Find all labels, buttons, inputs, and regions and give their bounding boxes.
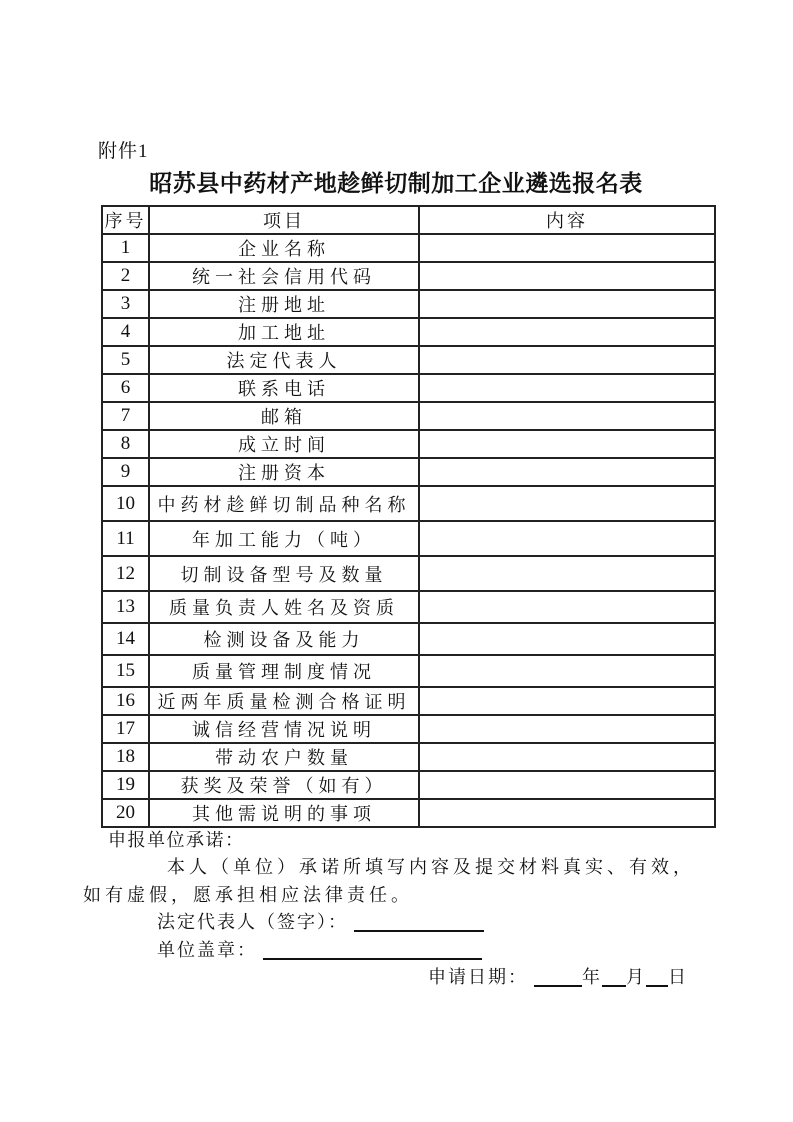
row-item-label: 邮箱	[149, 402, 419, 430]
row-content-field[interactable]	[419, 655, 715, 687]
row-content-field[interactable]	[419, 374, 715, 402]
row-content-field[interactable]	[419, 591, 715, 623]
row-index: 2	[102, 262, 149, 290]
row-content-field[interactable]	[419, 290, 715, 318]
row-item-label: 质量管理制度情况	[149, 655, 419, 687]
row-index: 17	[102, 715, 149, 743]
page-title: 昭苏县中药材产地趁鲜切制加工企业遴选报名表	[149, 171, 643, 196]
row-content-field[interactable]	[419, 771, 715, 799]
table-header-row	[102, 206, 715, 234]
table-row	[102, 687, 715, 715]
row-content-field[interactable]	[419, 743, 715, 771]
row-item-label: 联系电话	[149, 374, 419, 402]
row-item-label: 获奖及荣誉（如有）	[149, 771, 419, 799]
row-index: 18	[102, 743, 149, 771]
signature-blank-line[interactable]	[354, 916, 484, 932]
date-month-label: 月	[626, 967, 646, 988]
table-row	[102, 591, 715, 623]
row-content-field[interactable]	[419, 402, 715, 430]
table-row	[102, 715, 715, 743]
row-index: 9	[102, 458, 149, 486]
row-item-label: 加工地址	[149, 318, 419, 346]
declaration-body-line1: 本人（单位）承诺所填写内容及提交材料真实、有效，	[167, 857, 695, 878]
table-row	[102, 374, 715, 402]
table-row	[102, 262, 715, 290]
signature-row	[157, 909, 713, 936]
declaration-section	[83, 827, 713, 991]
row-item-label: 企业名称	[149, 234, 419, 262]
row-item-label: 诚信经营情况说明	[149, 715, 419, 743]
seal-label: 单位盖章：	[157, 939, 257, 960]
date-year-label: 年	[582, 967, 602, 988]
row-content-field[interactable]	[419, 486, 715, 521]
table-row	[102, 521, 715, 556]
row-content-field[interactable]	[419, 687, 715, 715]
table-row	[102, 234, 715, 262]
table-row	[102, 743, 715, 771]
row-content-field[interactable]	[419, 346, 715, 374]
row-item-label: 带动农户数量	[149, 743, 419, 771]
row-index: 4	[102, 318, 149, 346]
row-item-label: 近两年质量检测合格证明	[149, 687, 419, 715]
date-label: 申请日期：	[428, 967, 528, 988]
table-row	[102, 623, 715, 655]
row-content-field[interactable]	[419, 262, 715, 290]
row-index: 3	[102, 290, 149, 318]
column-header-content: 内容	[419, 206, 715, 234]
row-index: 12	[102, 556, 149, 591]
row-content-field[interactable]	[419, 556, 715, 591]
row-item-label: 法定代表人	[149, 346, 419, 374]
table-row	[102, 318, 715, 346]
table-row	[102, 486, 715, 521]
declaration-heading: 申报单位承诺：	[108, 830, 245, 850]
row-item-label: 检测设备及能力	[149, 623, 419, 655]
table-row	[102, 771, 715, 799]
row-index: 6	[102, 374, 149, 402]
row-item-label: 中药材趁鲜切制品种名称	[149, 486, 419, 521]
table-row	[102, 556, 715, 591]
row-index: 15	[102, 655, 149, 687]
row-item-label: 年加工能力（吨）	[149, 521, 419, 556]
attachment-label: 附件1	[98, 141, 149, 162]
declaration-body-line2: 如有虚假，愿承担相应法律责任。	[83, 884, 413, 905]
table-row	[102, 799, 715, 827]
row-index: 1	[102, 234, 149, 262]
row-index: 8	[102, 430, 149, 458]
row-index: 19	[102, 771, 149, 799]
row-content-field[interactable]	[419, 430, 715, 458]
column-header-index: 序号	[102, 206, 149, 234]
date-year-blank[interactable]	[534, 971, 582, 987]
date-day-blank[interactable]	[646, 971, 668, 987]
application-form-table	[101, 205, 716, 828]
row-index: 16	[102, 687, 149, 715]
row-item-label: 注册资本	[149, 458, 419, 486]
row-index: 10	[102, 486, 149, 521]
seal-row	[157, 937, 713, 964]
row-content-field[interactable]	[419, 715, 715, 743]
row-content-field[interactable]	[419, 799, 715, 827]
signature-label: 法定代表人（签字）：	[157, 912, 348, 933]
row-item-label: 质量负责人姓名及资质	[149, 591, 419, 623]
date-month-blank[interactable]	[602, 971, 626, 987]
row-item-label: 成立时间	[149, 430, 419, 458]
seal-blank-line[interactable]	[263, 944, 482, 960]
row-index: 14	[102, 623, 149, 655]
table-row	[102, 402, 715, 430]
row-content-field[interactable]	[419, 623, 715, 655]
row-content-field[interactable]	[419, 521, 715, 556]
table-row	[102, 655, 715, 687]
table-row	[102, 346, 715, 374]
table-row	[102, 458, 715, 486]
column-header-item: 项目	[149, 206, 419, 234]
row-item-label: 其他需说明的事项	[149, 799, 419, 827]
date-day-label: 日	[668, 967, 688, 988]
row-item-label: 统一社会信用代码	[149, 262, 419, 290]
row-index: 11	[102, 521, 149, 556]
row-item-label: 切制设备型号及数量	[149, 556, 419, 591]
row-item-label: 注册地址	[149, 290, 419, 318]
table-row	[102, 430, 715, 458]
date-row	[83, 964, 713, 991]
row-content-field[interactable]	[419, 234, 715, 262]
row-content-field[interactable]	[419, 318, 715, 346]
row-index: 13	[102, 591, 149, 623]
row-index: 7	[102, 402, 149, 430]
table-row	[102, 290, 715, 318]
row-index: 20	[102, 799, 149, 827]
row-content-field[interactable]	[419, 458, 715, 486]
row-index: 5	[102, 346, 149, 374]
